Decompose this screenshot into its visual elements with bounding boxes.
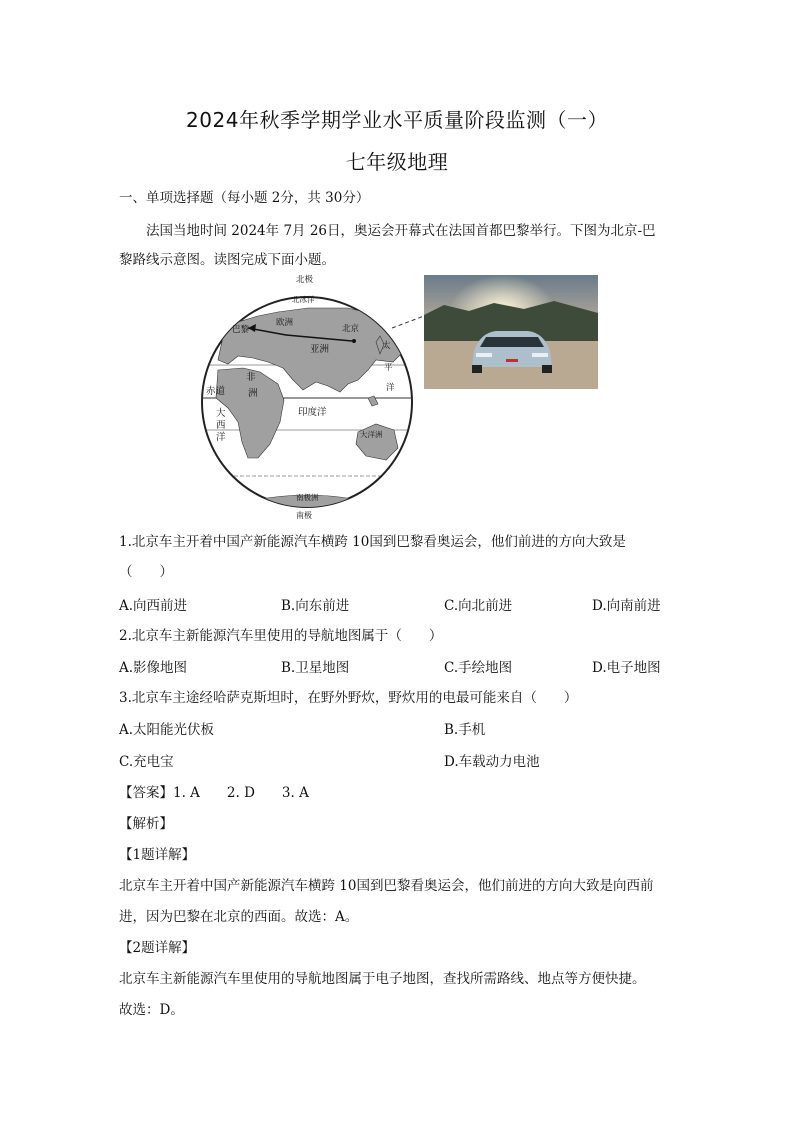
label-atlantic-2: 西 bbox=[216, 420, 226, 431]
analysis-heading: 【解析】 bbox=[119, 816, 173, 832]
analysis-q2-line2: 故选：D。 bbox=[119, 1002, 184, 1018]
q3-option-a: A.太阳能光伏板 bbox=[119, 722, 215, 738]
q1-option-d: D.向南前进 bbox=[592, 598, 661, 614]
label-pacific-3: 洋 bbox=[386, 383, 395, 393]
analysis-q1-line2: 进，因为巴黎在北京的西面。故选：A。 bbox=[119, 909, 359, 925]
q3-option-c: C.充电宝 bbox=[119, 754, 174, 770]
question-2-stem: 2.北京车主新能源汽车里使用的导航地图属于（ ） bbox=[119, 628, 443, 644]
label-africa-2: 洲 bbox=[248, 388, 258, 399]
analysis-q1-line1: 北京车主开着中国产新能源汽车横跨 10国到巴黎看奥运会，他们前进的方向大致是向西前 bbox=[119, 878, 654, 894]
section-heading: 一、单项选择题（每小题 2分，共 30分） bbox=[119, 190, 370, 206]
label-pacific-2: 平 bbox=[384, 363, 393, 373]
page-title: 2024年秋季学期学业水平质量阶段监测（一） bbox=[186, 108, 608, 132]
label-pacific-1: 太 bbox=[382, 341, 391, 351]
label-southern-ocean: 南极洲 bbox=[296, 493, 319, 502]
q1-option-a: A.向西前进 bbox=[119, 598, 188, 614]
intro-line-1: 法国当地时间 2024年 7月 26日，奥运会开幕式在法国首都巴黎举行。下图为北京-巴 bbox=[146, 223, 656, 239]
analysis-q2-heading: 【2题详解】 bbox=[119, 940, 196, 956]
label-atlantic-1: 大 bbox=[216, 408, 226, 419]
question-3-stem: 3.北京车主途经哈萨克斯坦时，在野外野炊，野炊用的电最可能来自（ ） bbox=[119, 690, 578, 706]
question-1-blank: （ ） bbox=[119, 564, 173, 580]
label-paris: 巴黎 bbox=[232, 325, 250, 335]
q3-option-b: B.手机 bbox=[444, 722, 486, 738]
question-1-stem: 1.北京车主开着中国产新能源汽车横跨 10国到巴黎看奥运会，他们前进的方向大致是 bbox=[119, 534, 626, 550]
photo-pointer-line bbox=[392, 312, 426, 332]
label-indian-ocean: 印度洋 bbox=[298, 407, 327, 418]
q2-option-c: C.手绘地图 bbox=[444, 660, 513, 676]
intro-line-2: 黎路线示意图。读图完成下面小题。 bbox=[119, 252, 335, 268]
q2-option-a: A.影像地图 bbox=[119, 660, 188, 676]
q1-option-c: C.向北前进 bbox=[444, 598, 513, 614]
label-arctic-ocean: 北冰洋 bbox=[292, 295, 315, 304]
label-oceania: 大洋洲 bbox=[360, 430, 383, 439]
label-africa-1: 非 bbox=[246, 372, 256, 383]
globe-route-map bbox=[198, 272, 416, 522]
label-atlantic-3: 洋 bbox=[216, 432, 226, 443]
analysis-q1-heading: 【1题详解】 bbox=[119, 847, 196, 863]
analysis-q2-line1: 北京车主新能源汽车里使用的导航地图属于电子地图，查找所需路线、地点等方便快捷。 bbox=[119, 971, 646, 987]
label-asia: 亚洲 bbox=[310, 344, 330, 355]
q2-option-d: D.电子地图 bbox=[592, 660, 661, 676]
label-europe: 欧洲 bbox=[276, 318, 294, 328]
page-subtitle: 七年级地理 bbox=[345, 150, 449, 174]
q1-option-b: B.向东前进 bbox=[281, 598, 350, 614]
label-beijing: 北京 bbox=[342, 324, 360, 334]
car-photo bbox=[424, 275, 598, 389]
q3-option-d: D.车载动力电池 bbox=[444, 754, 540, 770]
label-north-pole: 北极 bbox=[296, 275, 314, 285]
label-south-pole: 南极 bbox=[296, 511, 312, 520]
q2-option-b: B.卫星地图 bbox=[281, 660, 350, 676]
label-equator: 赤道 bbox=[206, 386, 226, 397]
answer-line: 【答案】1. A 2. D 3. A bbox=[119, 785, 309, 801]
